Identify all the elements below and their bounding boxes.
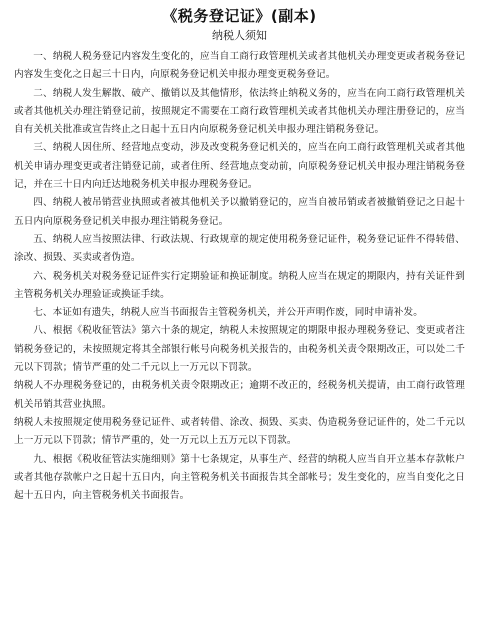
paragraph: 二、纳税人发生解散、破产、撤销以及其他情形，依法终止纳税义务的，应当在向工商行政管理机关或者其他机关办理注销登记前，按照规定不需要在工商行政管理机关或者其他机关办理注册登记的，应当自有关机关批准或宣告终止之日起十五日内向原税务登记机关申报办理注销税务登记。 bbox=[14, 87, 465, 136]
paragraph: 七、本证如有遗失，纳税人应当书面报告主管税务机关，并公开声明作废，同时申请补发。 bbox=[33, 307, 423, 319]
paragraph: 四、纳税人被吊销营业执照或者被其他机关予以撤销登记的，应当自被吊销或者被撤销登记之日起十五日内向原税务登记机关申报办理注销税务登记。 bbox=[14, 197, 465, 227]
paragraph: 九、根据《税收征管法实施细则》第十七条规定，从事生产、经营的纳税人应当自开立基本存款帐户或者其他存款帐户之日起十五日内，向主管税务机关书面报告其全部帐号；发生变化的，应当自变化之日起十五日内，向主管税务机关书面报告。 bbox=[14, 453, 465, 502]
paragraph: 五、纳税人应当按照法律、行政法规、行政规章的规定使用税务登记证件，税务登记证件不得转借、涂改、损毁、买卖或者伪造。 bbox=[14, 233, 465, 264]
document-subtitle: 纳税人须知 bbox=[212, 29, 267, 42]
paragraph: 纳税人不办理税务登记的，由税务机关责令限期改正；逾期不改正的，经税务机关提请，由工商行政管理机关吊销其营业执照。 bbox=[14, 380, 465, 410]
paragraph: 六、税务机关对税务登记证件实行定期验证和换证制度。纳税人应当在规定的期限内，持有关证件到主管税务机关办理验证或换证手续。 bbox=[14, 270, 465, 300]
paragraph: 八、根据《税收征管法》第六十条的规定，纳税人未按照规定的期限申报办理税务登记、变更或者注销税务登记的，未按照规定将其全部银行帐号向税务机关报告的，由税务机关责令限期改正，可以处二千元以下罚款；情节严重的处二千元以上一万元以下罚款。 bbox=[14, 325, 465, 374]
paragraph: 三、纳税人因住所、经营地点变动，涉及改变税务登记机关的，应当在向工商行政管理机关或者其他机关申请办理变更或者注销登记前，或者住所、经营地点变动前，向原税务登记机关申报办理注销税务登记，并在三十日内向迁达地税务机关申报办理税务登记。 bbox=[14, 142, 465, 191]
paragraph: 纳税人未按照规定使用税务登记证件、或者转借、涂改、损毁、买卖、伪造税务登记证件的，处二千元以上一万元以下罚款；情节严重的，处一万元以上五万元以下罚款。 bbox=[14, 416, 465, 447]
paragraph: 一、纳税人税务登记内容发生变化的，应当自工商行政管理机关或者其他机关办理变更或者税务登记内容发生变化之日起三十日内，向原税务登记机关申报办理变更税务登记。 bbox=[14, 51, 465, 81]
document-body bbox=[14, 48, 465, 505]
document-title: 《税务登记证》(副本) bbox=[162, 7, 317, 25]
